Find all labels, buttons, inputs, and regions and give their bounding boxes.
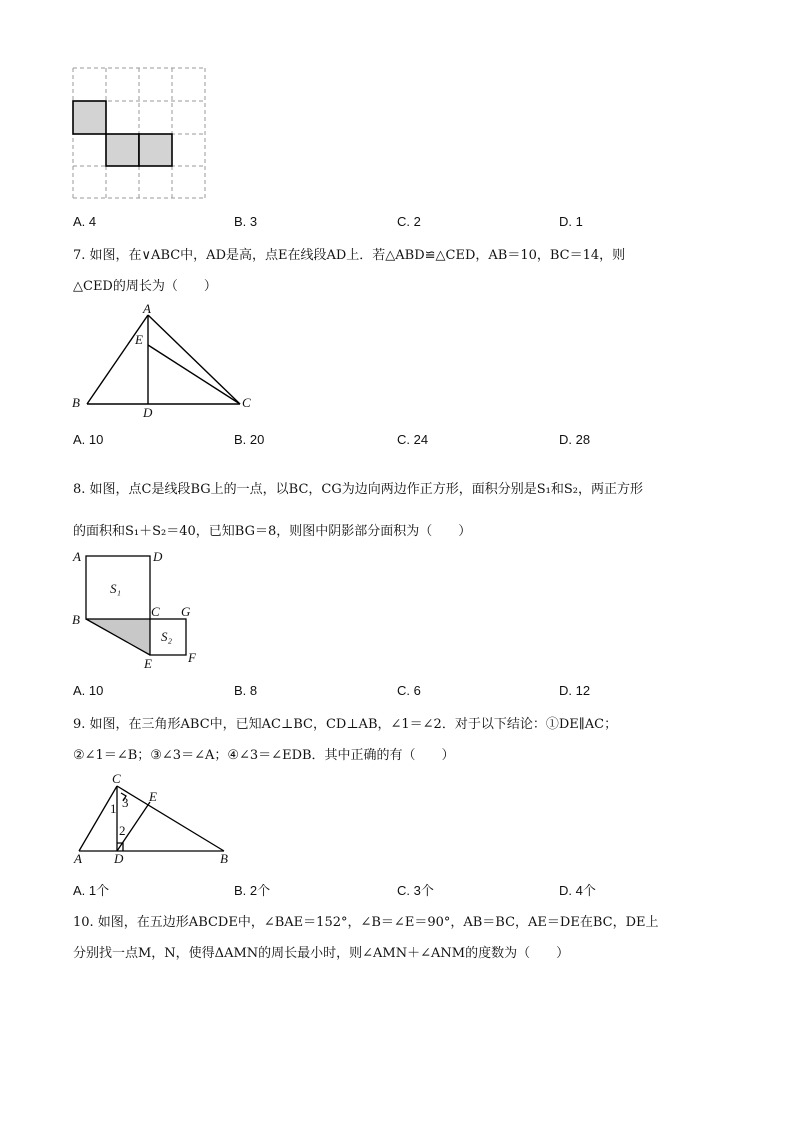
q8-label-b: B: [72, 612, 80, 627]
q8-label-c: C: [151, 604, 160, 619]
q8-option-d: D. 12: [559, 683, 591, 698]
q8-label-a: A: [73, 549, 81, 564]
q9-label-angle-1: 1: [110, 801, 117, 816]
q8-label-f: F: [188, 650, 196, 665]
q8-option-c: C. 6: [397, 683, 421, 698]
q9-question-line-2: ②∠1＝∠B；③∠3＝∠A；④∠3＝∠EDB．其中正确的有（ ）: [73, 748, 455, 763]
q8-label-g: G: [181, 604, 191, 619]
q6-option-b: B. 3: [234, 214, 258, 229]
q9-label-d: D: [114, 851, 124, 866]
q8-option-a: A. 10: [73, 683, 104, 698]
q7-label-d: D: [143, 405, 153, 420]
q7-option-c: C. 24: [397, 432, 429, 447]
q7-label-c: C: [242, 395, 251, 410]
q7-option-b: B. 20: [234, 432, 265, 447]
q8-label-d: D: [153, 549, 163, 564]
q8-question-line-1: 8. 如图，点C是线段BG上的一点，以BC，CG为边向两边作正方形，面积分别是S₁和S₂，两正方形: [73, 482, 643, 497]
q7-label-b: B: [72, 395, 80, 410]
q8-label-e: E: [144, 656, 152, 671]
q7-option-d: D. 28: [559, 432, 591, 447]
q7-question-line-1: 7. 如图，在∨ABC中，AD是高，点E在线段AD上．若△ABD≌△CED，AB＝10，BC＝14，则: [73, 248, 626, 263]
q9-question-line-1: 9. 如图，在三角形ABC中，已知AC⊥BC，CD⊥AB，∠1＝∠2．对于以下结论：①DE∥AC；: [73, 717, 618, 732]
q10-question-line-2: 分别找一点M，N，使得ΔAMN的周长最小时，则∠AMN＋∠ANM的度数为（ ）: [73, 946, 570, 961]
q8-option-b: B. 8: [234, 683, 258, 698]
q9-label-a: A: [74, 851, 82, 866]
q9-label-angle-3: 3: [122, 795, 129, 810]
q9-label-c: C: [112, 771, 121, 786]
q9-label-e: E: [149, 789, 157, 804]
q8-label-s2: S₂: [161, 629, 173, 644]
q10-question-line-1: 10. 如图，在五边形ABCDE中，∠BAE＝152°，∠B＝∠E＝90°，AB＝BC，AE＝DE在BC，DE上: [73, 915, 659, 930]
q7-label-e: E: [135, 332, 143, 347]
q7-question-line-2: △CED的周长为（ ）: [73, 279, 217, 294]
q9-option-c: C. 3个: [397, 883, 434, 898]
q6-option-c: C. 2: [397, 214, 421, 229]
q9-label-angle-2: 2: [119, 823, 126, 838]
q8-question-line-2: 的面积和S₁＋S₂＝40，已知BG＝8，则图中阴影部分面积为（ ）: [73, 524, 472, 539]
q9-option-b: B. 2个: [234, 883, 271, 898]
q8-label-s1: S₁: [110, 581, 122, 596]
q6-option-d: D. 1: [559, 214, 583, 229]
q6-option-a: A. 4: [73, 214, 97, 229]
q7-option-a: A. 10: [73, 432, 104, 447]
q9-option-a: A. 1个: [73, 883, 110, 898]
q9-option-d: D. 4个: [559, 883, 596, 898]
q9-label-b: B: [220, 851, 228, 866]
q7-label-a: A: [143, 301, 151, 316]
